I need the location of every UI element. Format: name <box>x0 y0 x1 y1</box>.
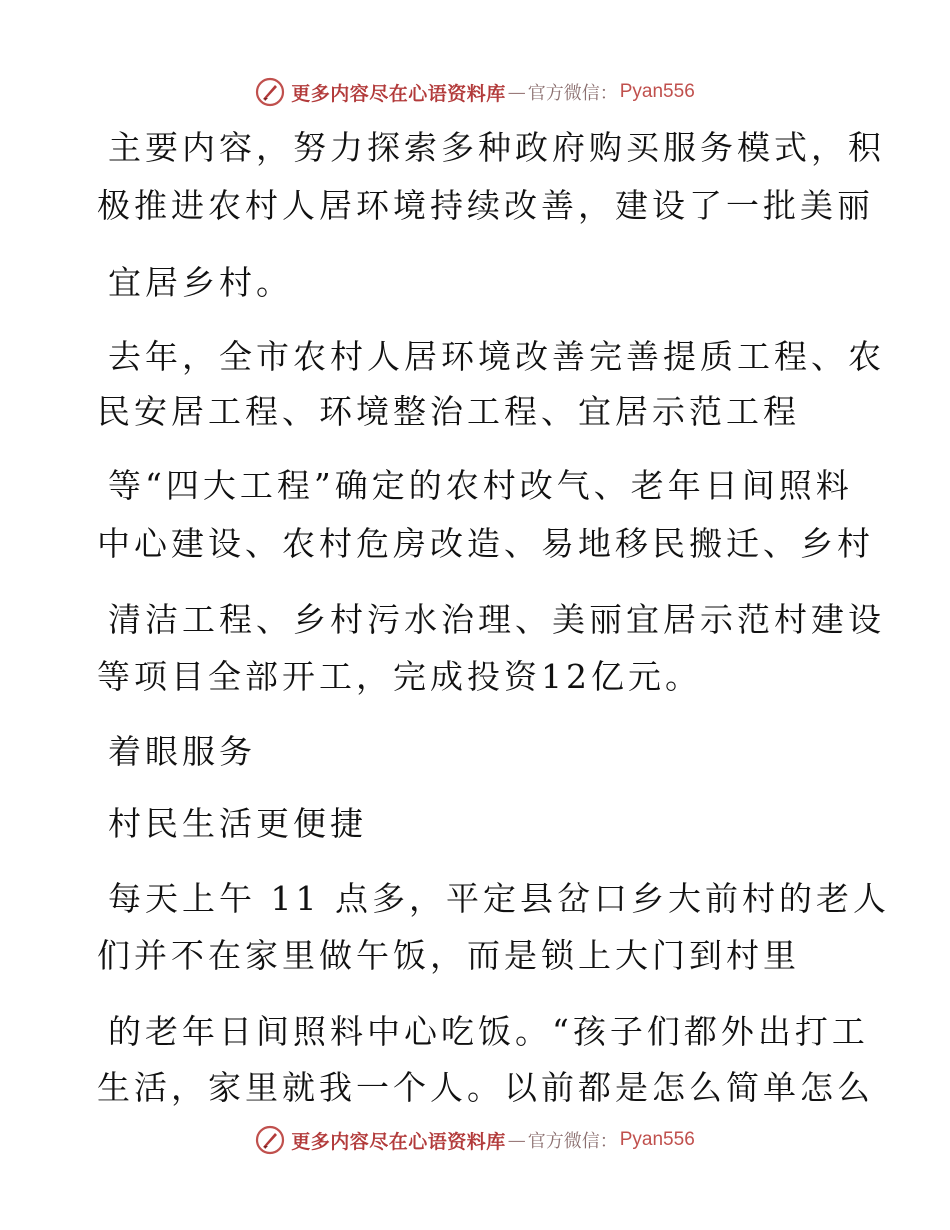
text-line: 们并不在家里做午饭，而是锁上大门到村里 <box>97 936 800 975</box>
feather-pen-logo-icon <box>255 1125 285 1155</box>
text-line: 等“四大工程”确定的农村改气、老年日间照料 <box>108 466 853 505</box>
banner-wechat-id: Pyan556 <box>619 81 695 102</box>
text-line: 清洁工程、乡村污水治理、美丽宜居示范村建设 <box>108 600 885 639</box>
banner-dash: — <box>507 81 526 103</box>
footer-watermark-banner <box>0 1120 950 1160</box>
text-line: 的老年日间照料中心吃饭。“孩子们都外出打工 <box>108 1012 869 1051</box>
section-heading-focus-service: 着眼服务 <box>108 732 256 771</box>
banner-wechat-label: 官方微信： <box>527 1131 618 1152</box>
text-line: 去年，全市农村人居环境改善完善提质工程、农 <box>108 337 885 376</box>
section-heading-villager-life: 村民生活更便捷 <box>108 804 367 843</box>
header-watermark-banner <box>0 72 950 112</box>
text-line: 极推进农村人居环境持续改善，建设了一批美丽 <box>97 186 874 225</box>
text-line: 生活，家里就我一个人。以前都是怎么简单怎么 <box>97 1068 874 1107</box>
text-line: 主要内容，努力探索多种政府购买服务模式，积 <box>108 128 885 167</box>
banner-title: 更多内容尽在心语资料库 <box>291 82 506 105</box>
banner-wechat-label: 官方微信： <box>527 83 618 104</box>
feather-pen-logo-icon <box>255 77 285 107</box>
banner-dash: — <box>507 1129 526 1151</box>
text-line: 中心建设、农村危房改造、易地移民搬迁、乡村 <box>97 524 874 563</box>
text-line: 等项目全部开工，完成投资12亿元。 <box>97 657 702 696</box>
text-line: 民安居工程、环境整治工程、宜居示范工程 <box>97 392 800 431</box>
banner-wechat-id: Pyan556 <box>619 1129 695 1150</box>
text-line: 宜居乡村。 <box>108 263 293 302</box>
text-line: 每天上午 11 点多，平定县岔口乡大前村的老人 <box>108 879 890 918</box>
banner-title: 更多内容尽在心语资料库 <box>291 1130 506 1153</box>
